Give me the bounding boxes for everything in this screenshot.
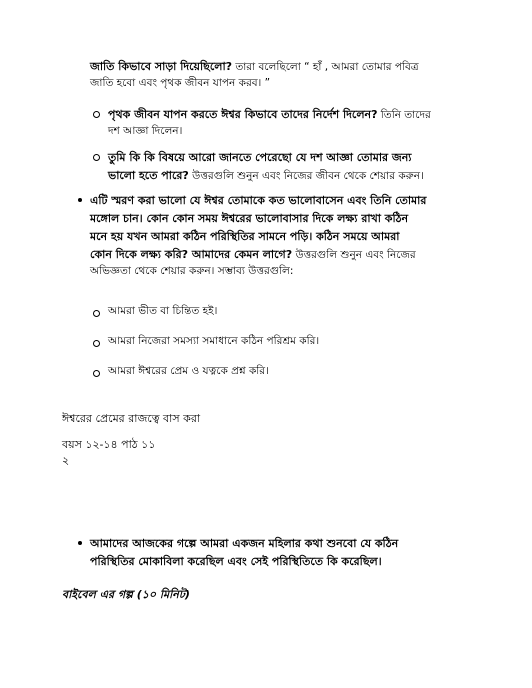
main-bullet-instruction: উত্তরগুলি শুনুন এবং নিজের	[292, 249, 416, 261]
hollow-bullet-icon	[93, 310, 100, 317]
main-bullet-line-1: এটি স্মরণ করা ভালো যে ঈশ্বর তোমাকে কত ভালোবাসেন এবং তিনি তোমার	[90, 194, 427, 207]
sub-item-2-line-1: তুমি কি কি বিষয়ে আরো জানতে পেরেছো যে দশ আজ্ঞা তোমার জন্য	[108, 151, 412, 164]
lesson-title: ঈশ্বরের প্রেমের রাজত্বে বাস করা	[62, 412, 201, 425]
age-lesson: বয়স ১২-১৪ পাঠ ১১	[62, 438, 156, 451]
main-bullet-question: কোন দিকে লক্ষ্য করি? আমাদের কেমন লাগে?	[90, 248, 293, 261]
sub-item-1-answer: তিনি তাদের	[377, 109, 431, 121]
hollow-bullet-icon	[93, 370, 100, 377]
hollow-bullet-icon	[93, 154, 100, 161]
answer-1: আমরা ভীত বা চিন্তিত হই।	[108, 305, 218, 317]
bullet-icon	[78, 198, 82, 202]
hollow-bullet-icon	[93, 340, 100, 347]
sub-item-1-question: পৃথক জীবন যাপন করতে ঈশ্বর কিভাবে তাদের নির্দেশ দিলেন?	[108, 108, 378, 121]
main-bullet-line-2: মঙ্গোল চান। কোন কোন সময় ঈশ্বরের ভালোবাসার দিকে লক্ষ্য রাখা কঠিন	[90, 212, 409, 225]
intro-answer: তারা বলেছিলো “ হাঁ , আমরা তোমার পবিত্র	[232, 61, 419, 73]
intro-line-2: জাতি হবো এবং পৃথক জীবন যাপন করব। ”	[90, 77, 271, 89]
main-bullet-line-5: অভিজ্ঞতা থেকে শেয়ার করুন। সম্ভাব্য উত্তরগুলি:	[90, 265, 294, 277]
sub-item-1-line-2: দশ আজ্ঞা দিলেন।	[108, 125, 183, 137]
answer-2: আমরা নিজেরা সমস্যা সমাধানে কঠিন পরিশ্রম করি।	[108, 335, 320, 347]
sub-item-2-question-end: ভালো হতে পারে?	[108, 169, 189, 182]
intro-line-1	[90, 58, 419, 77]
story-line-2: পরিস্থিতির মোকাবিলা করেছিল এবং সেই পরিস্থিতিতে কি করেছিল।	[90, 555, 382, 568]
intro-question: জাতি কিভাবে সাড়া দিয়েছিলো?	[90, 60, 233, 73]
sub-item-2-line-2	[108, 167, 424, 186]
main-bullet-line-3: মনে হয় যখন আমরা কঠিন পরিস্থিতির সামনে পড়ি। কঠিন সময়ে আমরা	[90, 230, 400, 243]
main-bullet-line-4	[90, 246, 416, 265]
story-line-1: আমাদের আজকের গল্পে আমরা একজন মহিলার কথা শুনবো যে কঠিন	[90, 537, 399, 550]
hollow-bullet-icon	[93, 111, 100, 118]
page-number: ২	[62, 454, 70, 467]
answer-3: আমরা ঈশ্বরের প্রেম ও যত্নকে প্রশ্ন করি।	[108, 365, 269, 377]
bullet-icon	[78, 541, 82, 545]
section-heading: বাইবেল এর গল্প (১০ মিনিট)	[62, 588, 190, 601]
sub-item-1-line-1	[108, 106, 431, 125]
sub-item-2-answer: উত্তরগুলি শুনুন এবং নিজের জীবন থেকে শেয়ার করুন।	[188, 170, 424, 182]
